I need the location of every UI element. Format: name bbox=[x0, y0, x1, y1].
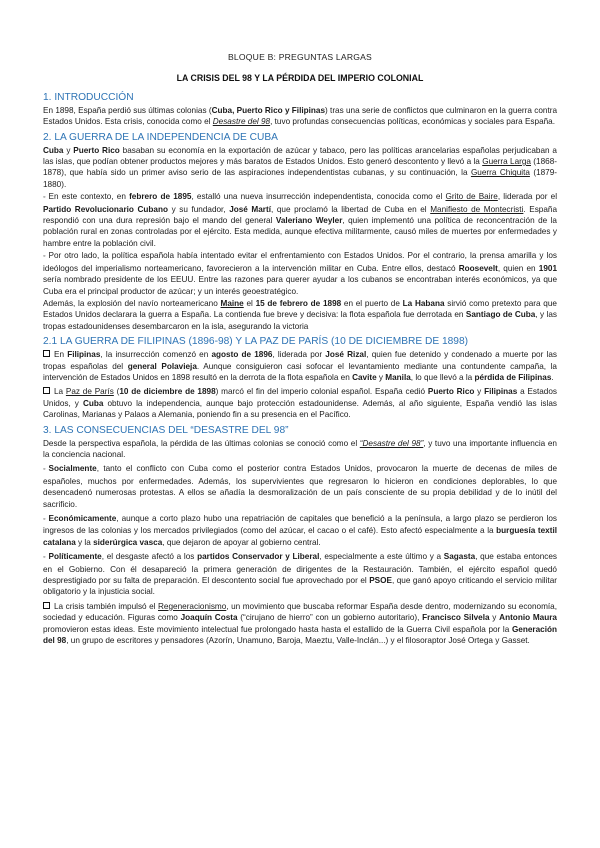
paragraph-introduccion: En 1898, España perdió sus últimas colonias (Cuba, Puerto Rico y Filipinas) tras una serie de conflictos que culminaron en la guerra contra Estados Unidos. Esta crisis, conocida como el Desastre del 98, tuvo profundas consecuencias políticas, económicas y sociales para España. bbox=[43, 105, 557, 127]
checkbox-square-icon bbox=[43, 387, 50, 394]
section-heading-introduccion: 1. INTRODUCCIÓN bbox=[43, 91, 134, 103]
circle-bullet-icon: ◦ bbox=[43, 516, 46, 523]
paragraph-insurreccion-1895: ◦ En este contexto, en febrero de 1895, estalló una nueva insurrección independentista, conocida como el Grito de Baire, liderada por el Partido Revolucionario Cubano y su fundador, José Martí, que proclamó la libertad de Cuba en el Manifiesto de Montecristi. España respondió con una dura represión bajo el mando del general Valeriano Weyler, quien implementó una política de reconcentración de la población rural en zonas controladas por el ejército. Esta medida, aunque efectiva militarmente, causó miles de muertes por enfermedades y hambre entre la población civil. bbox=[43, 192, 558, 248]
section-heading-consecuencias: 3. LAS CONSECUENCIAS DEL “DESASTRE DEL 98” bbox=[43, 424, 289, 436]
circle-bullet-icon: ◦ bbox=[43, 253, 46, 261]
section-heading-guerra-cuba: 2. LA GUERRA DE LA INDEPENDENCIA DE CUBA bbox=[43, 131, 278, 143]
paragraph-filipinas: En Filipinas, la insurrección comenzó en agosto de 1896, liderada por José Rizal, quien fue detenido y condenado a muerte por las tropas españolas del general Polavieja. Aunque consiguieron casi sofocar el levantamiento mediante una contundente campaña, la intervención de Estados Unidos en 1898 resultó en la derrota de la flota española en Cavite y Manila, lo que llevó a la pérdida de Filipinas. bbox=[43, 350, 557, 382]
section-heading-filipinas: 2.1 LA GUERRA DE FILIPINAS (1896-98) Y LA PAZ DE PARÍS (10 DE DICIEMBRE DE 1898) bbox=[43, 336, 469, 348]
paragraph-economia-cuba: Cuba y Puerto Rico basaban su economía en la exportación de azúcar y tabaco, pero las políticas arancelarias españolas perjudicaban a las islas, que podían obtener productos mejores y más baratos de Estados Unidos. Esto generó descontento y llevó a la Guerra Larga (1868-1878), que había sido un primer aviso serio de las aspiraciones independentistas cubanas, y su continuación, la Guerra Chiquita (1879-1880). bbox=[43, 145, 558, 189]
circle-bullet-icon: ◦ bbox=[43, 466, 46, 474]
checkbox-square-icon bbox=[43, 602, 50, 609]
circle-bullet-icon: ◦ bbox=[43, 554, 46, 562]
paragraph-social: ◦ Socialmente, tanto el conflicto con Cuba como el posterior contra Estados Unidos, provocaron la muerte de decenas de miles de españoles, muchos por enfermedades. Además, los supervivientes que regresaron lo hicieron en condiciones deplorables, lo que desencadenó numerosas protestas. A ellos se añadía la desmoralización de un país consciente de su propia debilidad y de lo inútil del sacrificio. bbox=[43, 464, 557, 509]
paragraph-paz-paris: La Paz de París (10 de diciembre de 1898) marcó el fin del imperio colonial español. España cedió Puerto Rico y Filipinas a Estados Unidos, y Cuba obtuvo la independencia, aunque bajo protección estadounidense. Además, al año siguiente, España vendió las islas Carolinas, Marianas y Palaos a Alemania, poniendo fin a su presencia en el Pacífico. bbox=[43, 387, 558, 420]
paragraph-maine: Además, la explosión del navío norteamericano Maine el 15 de febrero de 1898 en el puerto de La Habana sirvió como pretexto para que Estados Unidos declarara la guerra a España. La contienda fue breve y decisiva: la flota española fue derrotada en Santiago de Cuba, y las tropas estadounidenses desembarcaron en la isla, asegurando la victoria bbox=[43, 298, 557, 331]
checkbox-square-icon bbox=[43, 350, 50, 357]
block-label: BLOQUE B: PREGUNTAS LARGAS bbox=[227, 52, 372, 62]
paragraph-estados-unidos: ◦ Por otro lado, la política española había intentado evitar el enfrentamiento con Estados Unidos. Por el contrario, la prensa amarilla y los ideólogos del imperialismo norteamericano, favorecieron a la intervención militar en Cuba. Entre ellos, destacó Roosevelt, quien en 1901 sería nombrado presidente de los EEUU. Entre las razones para querer ayudar a los cubanos se encontraban interés económicos, ya que Cuba era el principal productor de azúcar; y un interés geoestratégico. bbox=[43, 251, 557, 296]
circle-bullet-icon: ◦ bbox=[43, 194, 46, 202]
paragraph-economico: ◦ Económicamente, aunque a corto plazo hubo una repatriación de capitales que benefició a la península, a largo plazo se perdieron los ingresos de las colonias y los mercados privilegiados (como del azúcar, el cacao o el café). Esto afectó especialmente a la burguesía textil catalana y la siderúrgica vasca, que dejaron de apoyar al gobierno central. bbox=[43, 514, 558, 547]
document-title: LA CRISIS DEL 98 Y LA PÉRDIDA DEL IMPERIO COLONIAL bbox=[176, 73, 424, 84]
paragraph-regeneracionismo: La crisis también impulsó el Regeneracionismo, un movimiento que buscaba reformar España desde dentro, modernizando su economía, sociedad y educación. Figuras como Joaquín Costa (“cirujano de hierro” con un gobierno autoritario), Francisco Silvela y Antonio Maura promovieron estas ideas. Este movimiento intelectual fue prolongado hasta hasta el estallido de la Guerra Civil española por la Generación del 98, un grupo de escritores y pensadores (Azorín, Unamuno, Baroja, Maeztu, Valle-Inclán...) y el filosoraptor José Ortega y Gasset. bbox=[43, 601, 558, 646]
paragraph-politico: ◦ Políticamente, el desgaste afectó a los partidos Conservador y Liberal, especialmente a este último y a Sagasta, que estaba entonces en el Gobierno. Con él desapareció la primera generación de dirigentes de la Restauración. También, el ejército español quedó desprestigiado por su falta de preparación. El descontento social fue aprovechado por el PSOE, que ganó apoyo criticando el servicio militar obligatorio y la injusticia social. bbox=[43, 552, 558, 597]
paragraph-perspectiva: Desde la perspectiva española, la pérdida de las últimas colonias se conoció como el “Desastre del 98”, y tuvo una importante influencia en la conciencia nacional. bbox=[43, 438, 557, 459]
